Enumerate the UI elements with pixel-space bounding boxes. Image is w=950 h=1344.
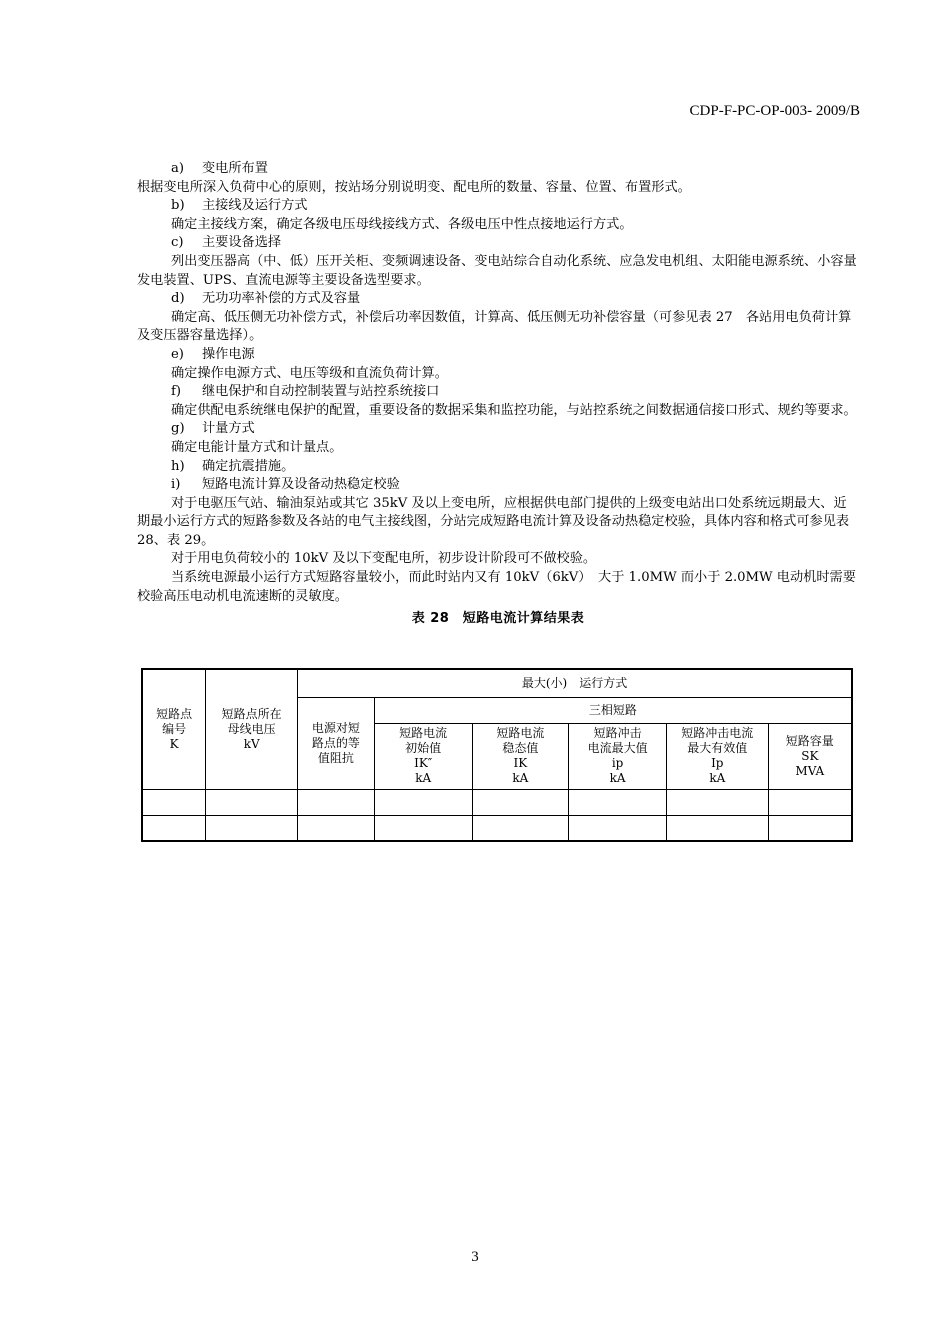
paragraph: 确定操作电源方式、电压等级和直流负荷计算。 xyxy=(171,365,448,381)
header-line: K xyxy=(169,736,179,751)
header-line: 短路点所在 xyxy=(221,706,282,721)
list-label: e) xyxy=(171,346,184,362)
col-bus-voltage xyxy=(206,669,298,789)
header-line: 最大有效值 xyxy=(687,741,748,755)
section-heading-a xyxy=(137,160,859,179)
header-line: 短路容量 xyxy=(785,733,834,748)
section-heading-h xyxy=(137,458,859,477)
header-line: 稳态值 xyxy=(502,741,539,755)
header-line: 初始值 xyxy=(405,741,442,755)
header-line: 电流最大值 xyxy=(587,741,648,755)
heading-text: 主要设备选择 xyxy=(202,235,282,251)
header-line: 母线电压 xyxy=(227,721,276,736)
header-line: kA xyxy=(415,771,432,785)
paragraph: 对于电驱压气站、输油泵站或其它 35kV 及以上变电所，应根据供电部门提供的上级变电站出口处系统远期最大、近期最小运行方式的短路参数及各站的电气主接线图，分站完成短路电流计算及设备动热稳定校验，具体内容和格式可参见表 28、表 29。 xyxy=(137,495,850,548)
header-line: kV xyxy=(243,736,260,751)
paragraph: 确定主接线方案，确定各级电压母线接线方式、各级电压中性点接地运行方式。 xyxy=(171,216,633,232)
col-equivalent-impedance xyxy=(298,697,375,789)
header-line: Ip xyxy=(711,756,724,770)
heading-text: 继电保护和自动控制装置与站控系统接口 xyxy=(202,384,440,400)
header-line: 短路冲击电流 xyxy=(681,726,754,740)
heading-text: 主接线及运行方式 xyxy=(202,198,308,214)
heading-text: 计量方式 xyxy=(202,421,255,437)
header-line: 电源对短 xyxy=(311,720,360,735)
paragraph: 确定高、低压侧无功补偿方式，补偿后功率因数值，计算高、低压侧无功补偿容量（可参见表 27 各站用电负荷计算及变压器容量选择）。 xyxy=(137,309,852,344)
list-label: d) xyxy=(171,291,185,307)
heading-text: 变电所布置 xyxy=(202,161,268,176)
header-line: kA xyxy=(609,771,626,785)
heading-text: 操作电源 xyxy=(202,346,255,362)
header-line: 值阻抗 xyxy=(317,750,354,765)
header-line: 路点的等 xyxy=(311,735,360,750)
section-heading-f xyxy=(137,383,859,402)
list-label: a) xyxy=(171,161,185,176)
page-number: 3 xyxy=(471,1249,479,1265)
col-initial-current xyxy=(374,723,472,789)
header-line: MVA xyxy=(795,763,825,778)
header-line: SK xyxy=(801,748,819,763)
paragraph: 当系统电源最小运行方式短路容量较小，而此时站内又有 10kV（6kV） 大于 1.0MW 而小于 2.0MW 电动机时需要校验高压电动机电流速断的灵敏度。 xyxy=(137,570,856,604)
paragraph: 确定供配电系统继电保护的配置，重要设备的数据采集和监控功能，与站控系统之间数据通信接口形式、规约等要求。 xyxy=(171,402,857,418)
section-heading-b xyxy=(137,197,859,216)
section-heading-c xyxy=(137,234,859,253)
document-body xyxy=(137,160,859,629)
col-peak-current xyxy=(569,723,667,789)
table-row xyxy=(142,815,852,841)
col-short-circuit-capacity xyxy=(768,723,852,789)
col-rms-current xyxy=(666,723,768,789)
paragraph: 列出变压器高（中、低）压开关柜、变频调速设备、变电站综合自动化系统、应急发电机组、太阳能电源系统、小容量发电装置、UPS、直流电源等主要设备选型要求。 xyxy=(137,253,857,288)
section-heading-i xyxy=(137,476,859,495)
header-line: 短路点 xyxy=(156,706,193,721)
header-line: 编号 xyxy=(162,721,187,736)
section-heading-g xyxy=(137,420,859,439)
header-line: kA xyxy=(512,771,529,785)
heading-text: 无功功率补偿的方式及容量 xyxy=(202,291,361,307)
col-steady-current xyxy=(472,723,569,789)
list-label: h) xyxy=(171,458,185,474)
list-label: i) xyxy=(171,477,181,493)
header-line: ip xyxy=(611,756,624,770)
table-caption: 表 28 短路电流计算结果表 xyxy=(411,611,585,627)
header-three-phase: 三相短路 xyxy=(374,697,852,723)
list-label: f) xyxy=(171,384,182,400)
heading-text: 短路电流计算及设备动热稳定校验 xyxy=(202,477,400,493)
paragraph: 确定电能计量方式和计量点。 xyxy=(171,439,343,455)
heading-text: 确定抗震措施。 xyxy=(202,458,295,474)
header-line: kA xyxy=(709,771,726,785)
header-line: 短路冲击 xyxy=(593,726,642,740)
list-label: b) xyxy=(171,198,185,214)
header-line: 短路电流 xyxy=(399,726,448,740)
paragraph: 对于用电负荷较小的 10kV 及以下变配电所，初步设计阶段可不做校验。 xyxy=(171,551,597,567)
col-point-number xyxy=(142,669,206,789)
header-operation-mode: 最大(小) 运行方式 xyxy=(298,669,852,697)
paragraph: 根据变电所深入负荷中心的原则，按站场分别说明变、配电所的数量、容量、位置、布置形式。 xyxy=(137,179,691,195)
header-line: 短路电流 xyxy=(496,726,545,740)
header-line: IK xyxy=(513,756,528,770)
section-heading-e xyxy=(137,346,859,365)
table-row xyxy=(142,789,852,815)
list-label: g) xyxy=(171,421,185,437)
header-line: IK″ xyxy=(414,756,433,770)
section-heading-d xyxy=(137,290,859,309)
list-label: c) xyxy=(171,235,184,251)
short-circuit-result-table xyxy=(141,668,853,842)
document-code: CDP-F-PC-OP-003- 2009/B xyxy=(689,103,860,119)
